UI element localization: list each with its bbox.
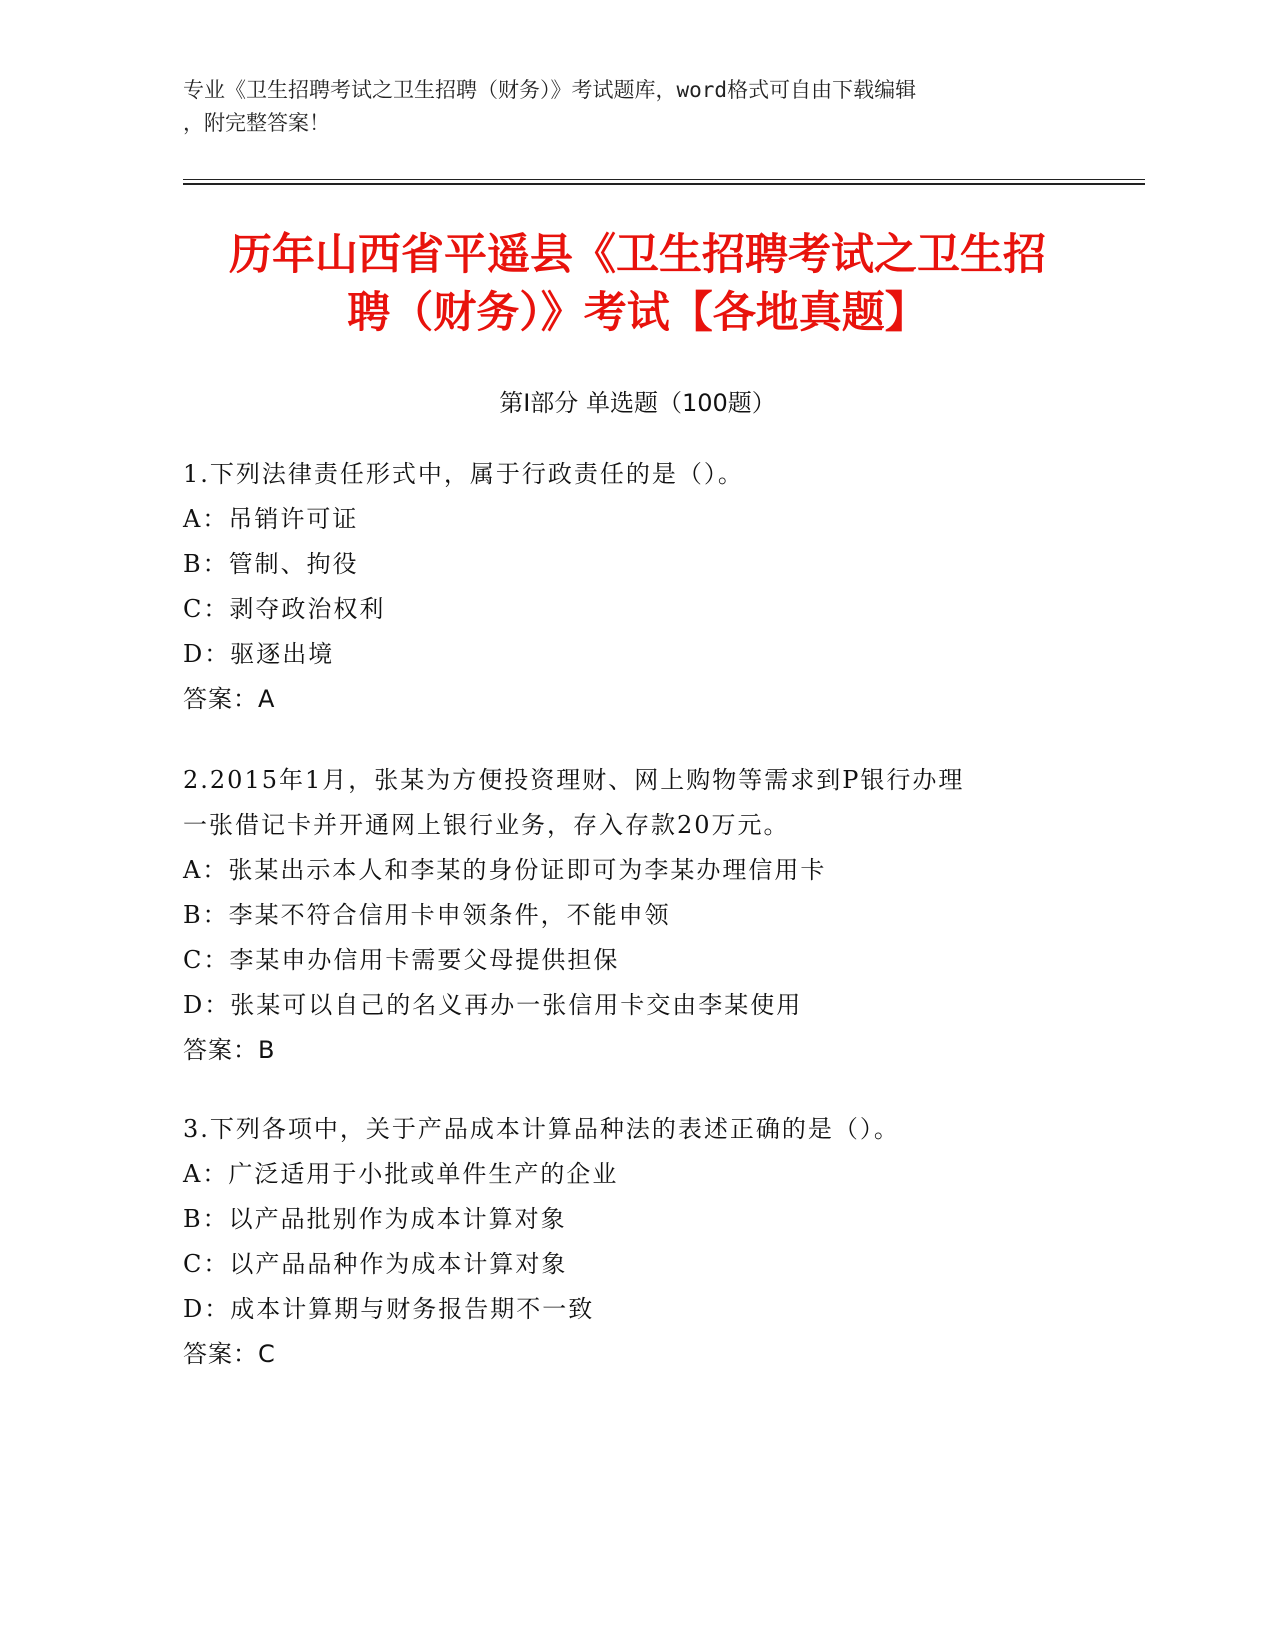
option-d: D：驱逐出境: [183, 640, 335, 668]
option-b: B：李某不符合信用卡申领条件，不能申领: [183, 901, 671, 929]
question-stem: 3.下列各项中，关于产品成本计算品种法的表述正确的是（）。: [183, 1115, 900, 1143]
option-d: D：张某可以自己的名义再办一张信用卡交由李某使用: [183, 991, 803, 1019]
header-divider-thin: [183, 179, 1145, 180]
question-2: [183, 758, 1083, 1073]
question-stem: 1.下列法律责任形式中，属于行政责任的是（）。: [183, 460, 744, 488]
header-note-line-2: ，附完整答案！: [183, 111, 330, 135]
option-d: D：成本计算期与财务报告期不一致: [183, 1295, 595, 1323]
answer: 答案：A: [183, 685, 276, 713]
question-1: [183, 452, 1083, 722]
document-title-line-1: 历年山西省平遥县《卫生招聘考试之卫生招: [229, 230, 1046, 280]
header-note-line-1: 专业《卫生招聘考试之卫生招聘（财务）》考试题库，word格式可自由下载编辑: [183, 78, 917, 102]
option-c: C：以产品品种作为成本计算对象: [183, 1250, 568, 1278]
document-title-line-2: 聘（财务）》考试【各地真题】: [347, 288, 928, 338]
option-a: A：张某出示本人和李某的身份证即可为李某办理信用卡: [183, 856, 827, 884]
question-3: [183, 1107, 1083, 1377]
option-a: A：广泛适用于小批或单件生产的企业: [183, 1160, 619, 1188]
question-stem-line-1: 2.2015年1月，张某为方便投资理财、网上购物等需求到P银行办理: [183, 766, 965, 794]
header-note: [183, 74, 1063, 140]
header-divider-thick: [183, 183, 1145, 185]
option-b: B：管制、拘役: [183, 550, 359, 578]
option-a: A：吊销许可证: [183, 505, 359, 533]
option-b: B：以产品批别作为成本计算对象: [183, 1205, 567, 1233]
document-title: [150, 226, 1125, 342]
section-title: 第Ⅰ部分 单选题（100题）: [499, 389, 776, 417]
question-stem-line-2: 一张借记卡并开通网上银行业务，存入存款20万元。: [183, 811, 790, 839]
answer: 答案：C: [183, 1340, 276, 1368]
answer: 答案：B: [183, 1036, 276, 1064]
option-c: C：李某申办信用卡需要父母提供担保: [183, 946, 620, 974]
option-c: C：剥夺政治权利: [183, 595, 386, 623]
